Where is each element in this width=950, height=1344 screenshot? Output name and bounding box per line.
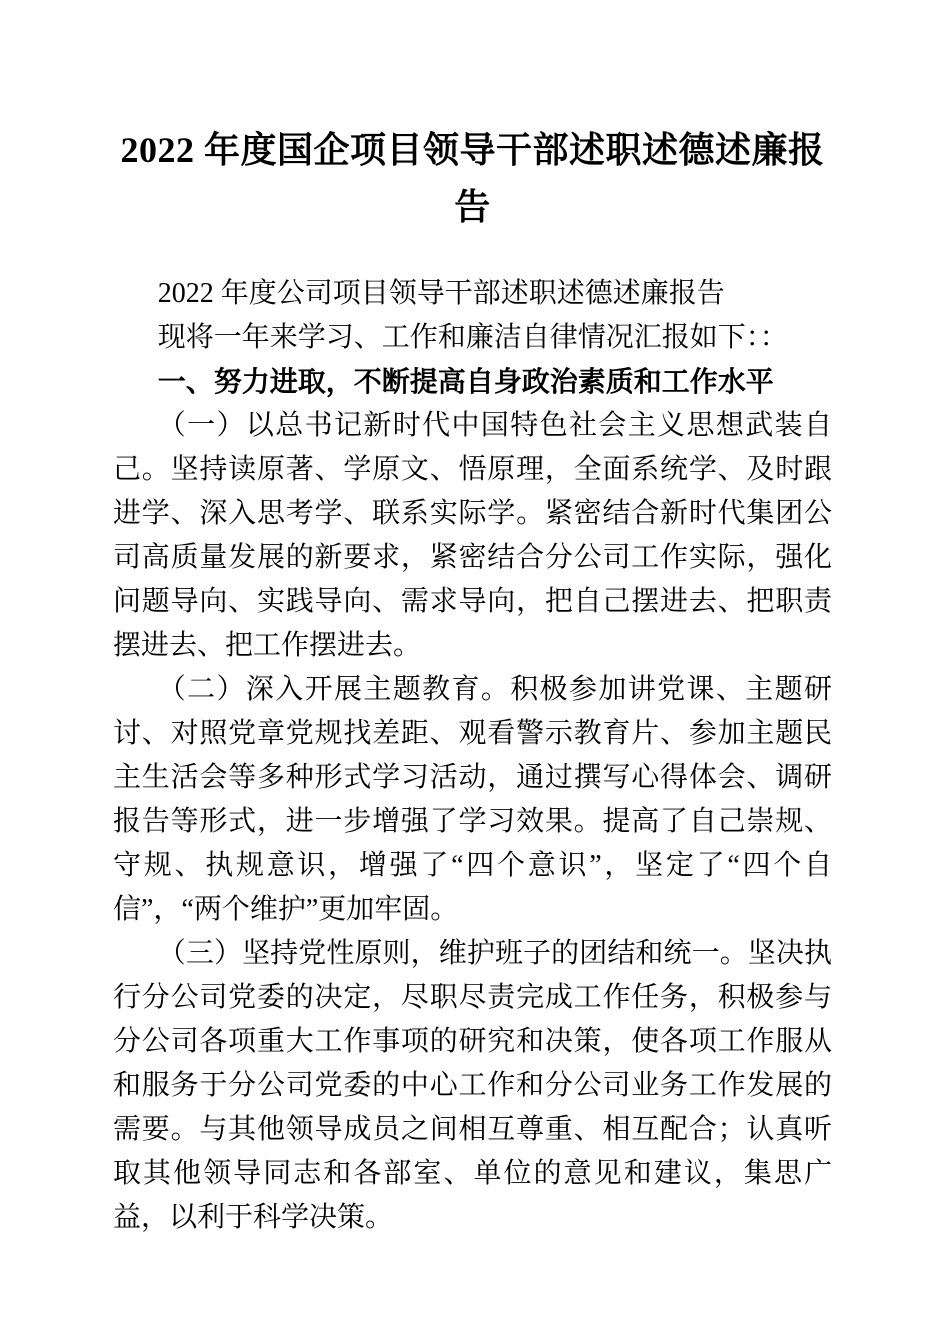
document-body [113,272,832,1240]
section-heading: 一、努力进取，不断提高自身政治素质和工作水平 [157,366,774,397]
paragraph: 现将一年来学习、工作和廉洁自律情况汇报如下：： [157,322,788,353]
paragraph: （三）坚持党性原则，维护班子的团结和统一。坚决执行分公司党委的决定，尽职尽责完成工作任务，积极参与分公司各项重大工作事项的研究和决策，使各项工作服从和服务于分公司党委的中心工作和分公司业务工作发展的需要。与其他领导成员之间相互尊重、相互配合；认真听取其他领导同志和各部室、单位的意见和建议，集思广益，以利于科学决策。 [113,938,832,1233]
document-title: 2022 年度国企项目领导干部述职述德述廉报告 [120,130,825,227]
paragraph: （一）以总书记新时代中国特色社会主义思想武装自己。坚持读原著、学原文、悟原理，全面系统学、及时跟进学、深入思考学、联系实际学。紧密结合新时代集团公司高质量发展的新要求，紧密结合分公司工作实际，强化问题导向、实践导向、需求导向，把自己摆进去、把职责摆进去、把工作摆进去。 [113,410,832,661]
paragraph: （二）深入开展主题教育。积极参加讲党课、主题研讨、对照党章党规找差距、观看警示教育片、参加主题民主生活会等多种形式学习活动，通过撰写心得体会、调研报告等形式，进一步增强了学习效果。提高了自己崇规、守规、执规意识，增强了“四个意识”，坚定了“四个自信”，“两个维护”更加牢固。 [113,674,832,925]
paragraph: 2022 年度公司项目领导干部述职述德述廉报告 [157,278,725,309]
